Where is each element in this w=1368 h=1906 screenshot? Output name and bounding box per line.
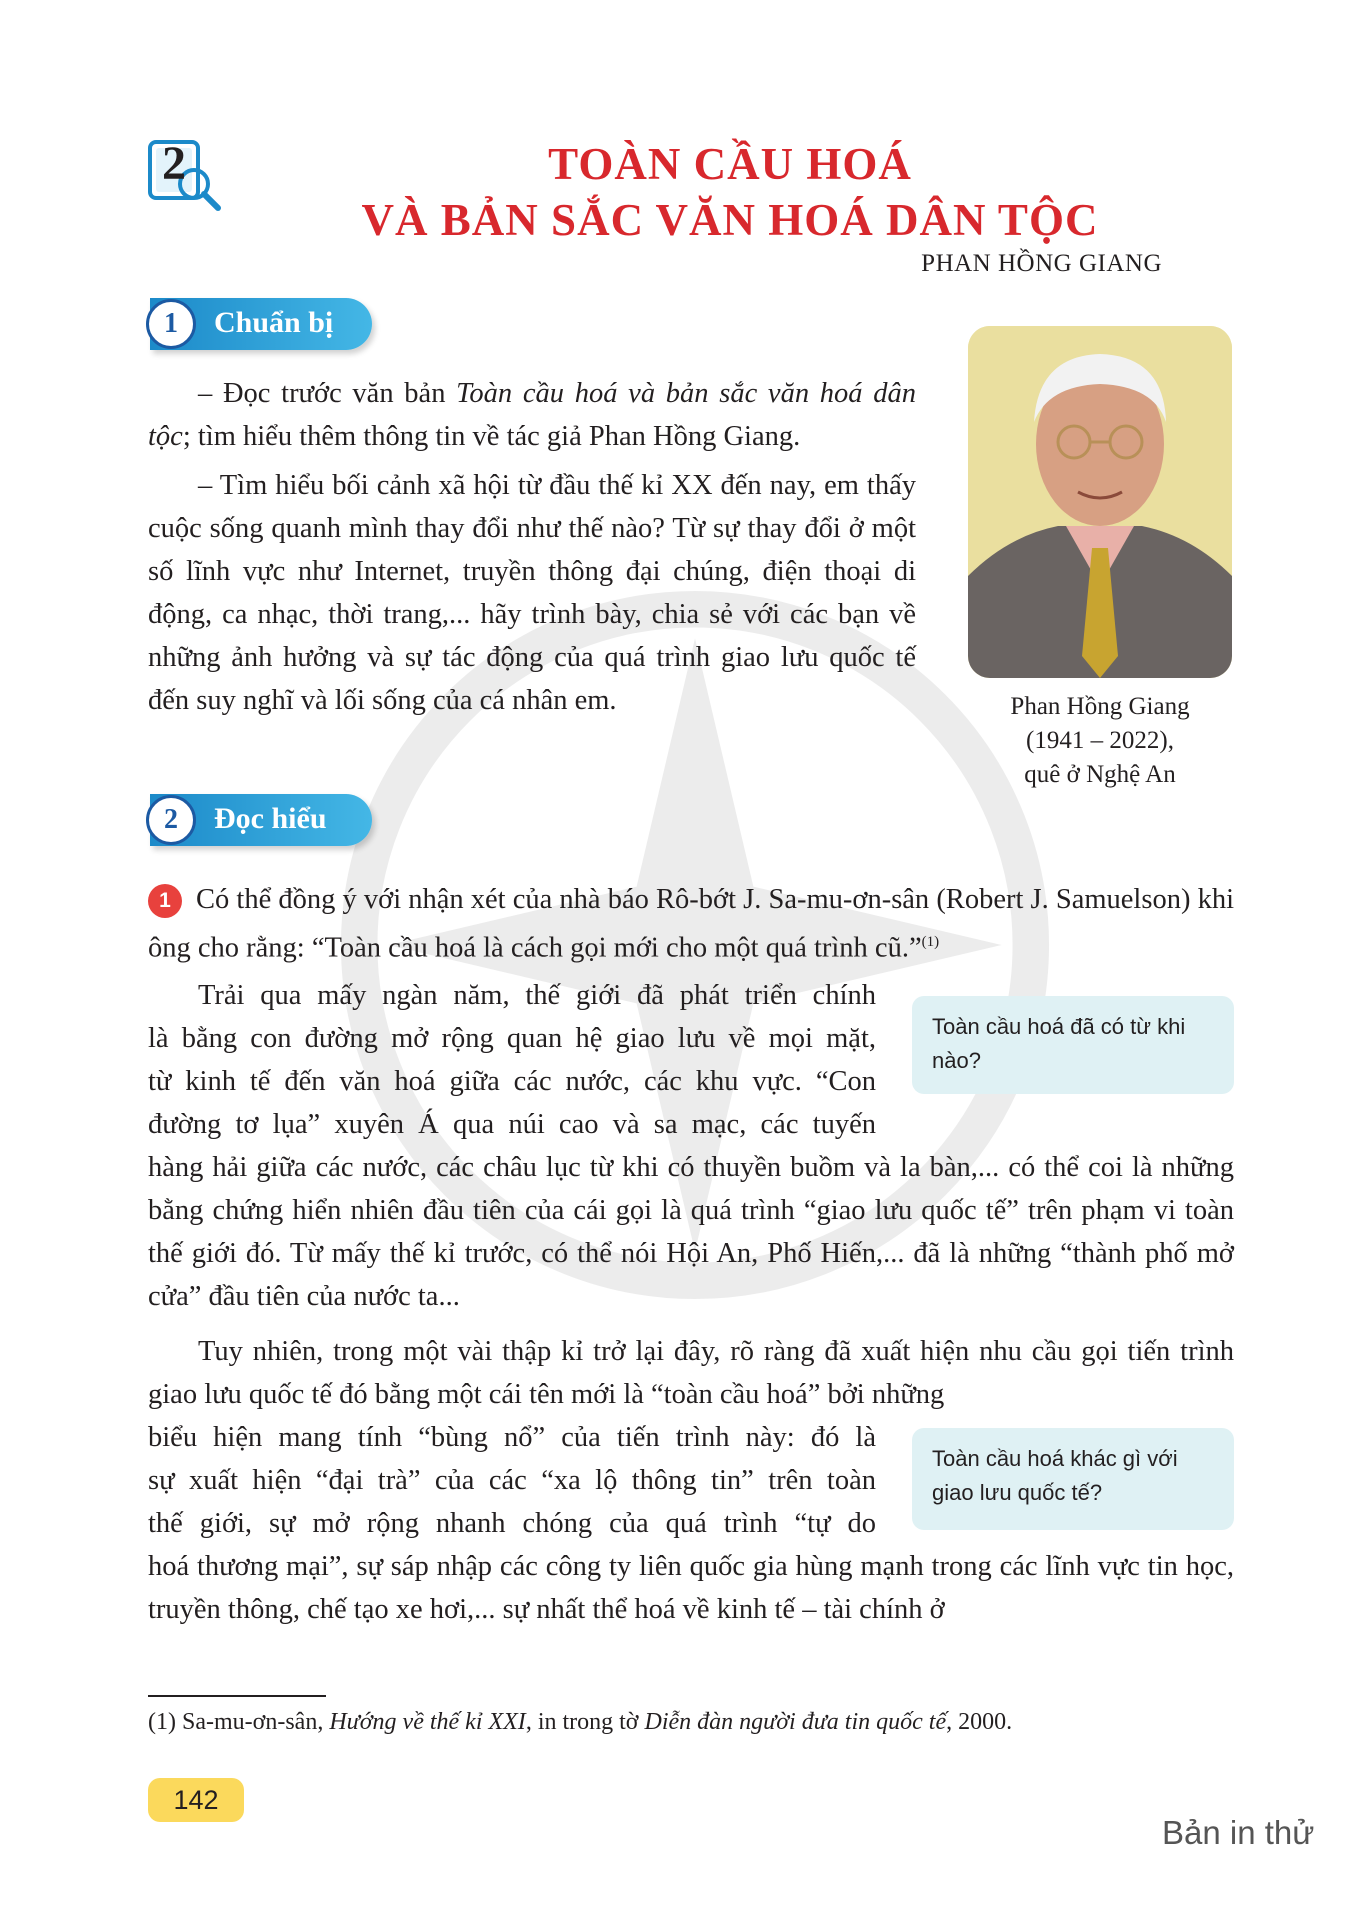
lesson-number: 2 <box>162 137 186 190</box>
lesson-title-line1: TOÀN CẦU HOÁ <box>548 139 912 189</box>
reading-paragraph-1-top: Trải qua mấy ngàn năm, thế giới đã phát triển chính là bằng con đường mở rộng quan hệ giao lưu về mọi mặt, từ kinh tế đến văn hoá giữa các nước, các khu vực. “Con đường tơ lụa” xuyên Á qua núi cao và sa mạc, các tuyến <box>148 980 876 1140</box>
author-portrait <box>968 326 1232 678</box>
reading-paragraph-1-rest: hàng hải giữa các nước, các châu lục từ khi có thuyền buồm và la bàn,... có thể coi là những bằng chứng hiển nhiên đầu tiên của cái gọi là quá trình “giao lưu quốc tế” trên phạm vi toàn thế giới đó. Từ mấy thế kỉ trước, có thể nói Hội An, Phố Hiến,... đã là những “thành phố mở cửa” đầu tiên của nước ta... <box>148 1152 1234 1312</box>
side-question-1: Toàn cầu hoá đã có từ khi nào? <box>912 996 1234 1094</box>
draft-label: Bản in thử <box>1162 1814 1315 1851</box>
lesson-number-icon <box>148 138 222 212</box>
reading-intro: Có thể đồng ý với nhận xét của nhà báo Rô-bớt J. Sa-mu-ơn-sân (Robert J. Samuelson) khi ông cho rằng: “Toàn cầu hoá là cách gọi mới cho một quá trình cũ.”$^{(1)}$ <box>148 884 1234 964</box>
footnote: (1) Sa-mu-ơn-sân, Hướng về thế kỉ XXI, in trong tờ Diễn đàn người đưa tin quốc tế, 2000. <box>148 1709 1013 1735</box>
reading-paragraph-2-top: Tuy nhiên, trong một vài thập kỉ trở lại đây, rõ ràng đã xuất hiện nhu cầu gọi tiến trình giao lưu quốc tế đó bằng một cái tên mới là “toàn cầu hoá” bởi những <box>148 1336 1234 1410</box>
section-number: 2 <box>146 795 196 845</box>
question-number-badge: 1 <box>148 884 182 918</box>
side-question-2: Toàn cầu hoá khác gì với giao lưu quốc tế? <box>912 1428 1234 1530</box>
section-reading-header <box>150 794 372 846</box>
page-number: 142 <box>148 1778 244 1822</box>
footnote-divider <box>148 1695 326 1697</box>
prepare-paragraph-1: – Đọc trước văn bản Toàn cầu hoá và bản sắc văn hoá dân tộc; tìm hiểu thêm thông tin về tác giả Phan Hồng Giang. <box>148 378 916 452</box>
section-label: Đọc hiểu <box>214 802 327 835</box>
section-number: 1 <box>146 299 196 349</box>
section-prepare-header <box>150 298 372 350</box>
reading-paragraph-2-rest: hoá thương mại”, sự sáp nhập các công ty liên quốc gia hùng mạnh trong các lĩnh vực tin học, truyền thông, chế tạo xe hơi,... sự nhất thể hoá về kinh tế – tài chính ở <box>148 1551 1234 1625</box>
section-label: Chuẩn bị <box>214 306 334 339</box>
portrait-caption: Phan Hồng Giang (1941 – 2022), quê ở Nghệ An <box>1010 693 1190 788</box>
prepare-text <box>148 372 916 722</box>
author-name: PHAN HỒNG GIANG <box>921 250 1162 277</box>
reading-paragraph-2-middle: biểu hiện mang tính “bùng nổ” của tiến trình này: đó là sự xuất hiện “đại trà” của các “xa lộ thông tin” trên toàn thế giới, sự mở rộng nhanh chóng của quá trình “tự do <box>148 1422 876 1539</box>
lesson-title-line2: VÀ BẢN SẮC VĂN HOÁ DÂN TỘC <box>361 195 1099 245</box>
prepare-paragraph-2: – Tìm hiểu bối cảnh xã hội từ đầu thế kỉ XX đến nay, em thấy cuộc sống quanh mình thay đổi như thế nào? Từ sự thay đổi ở một số lĩnh vực như Internet, truyền thông đại chúng, điện thoại di động, ca nhạc, thời trang,... hãy trình bày, chia sẻ với các bạn về những ảnh hưởng và sự tác động của quá trình giao lưu quốc tế đến suy nghĩ và lối sống của cá nhân em. <box>148 470 916 716</box>
